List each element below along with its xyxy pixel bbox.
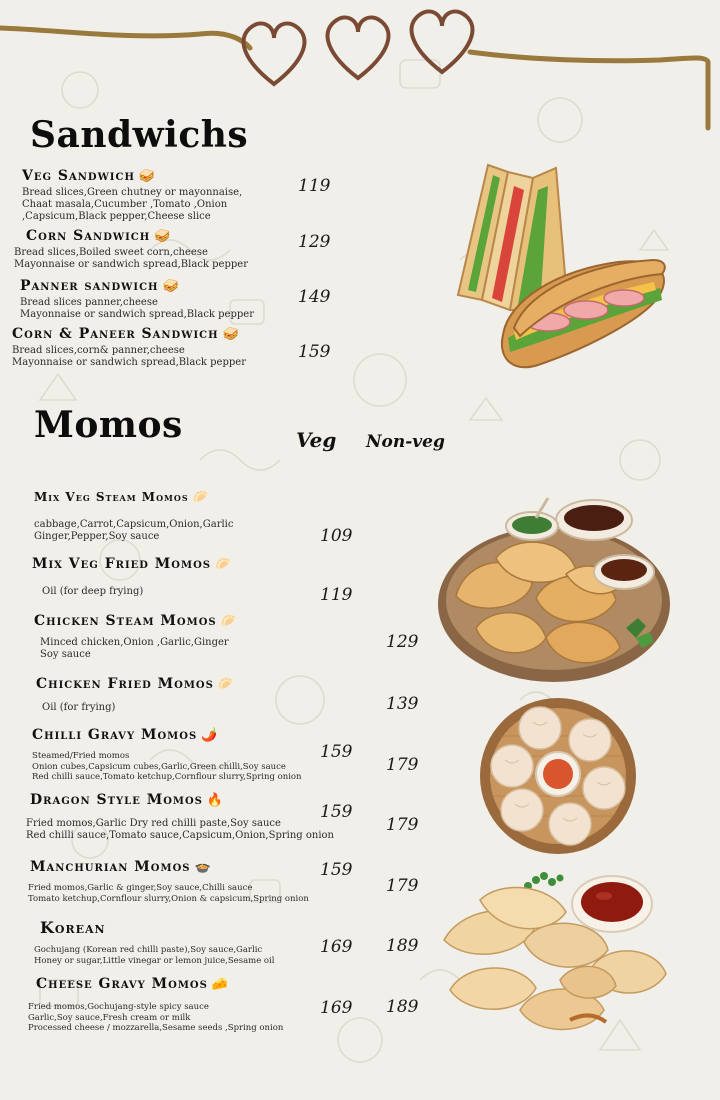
price-corn-paneer-sandwich: 159: [298, 342, 331, 362]
item-description: cabbage,Carrot,Capsicum,Onion,Garlic Ginger,Pepper,Soy sauce: [34, 519, 234, 542]
item-name: Veg Sandwich: [22, 168, 135, 184]
menu-item-veg-sandwich: [22, 168, 242, 223]
chilli-icon: 🌶️: [201, 728, 219, 743]
price-nonveg-chicken-fried-momos: 139: [386, 694, 419, 714]
item-name: Dragon Style Momos: [30, 792, 203, 808]
veg-column-header: Veg: [296, 428, 337, 452]
price-veg-sandwich: 119: [298, 176, 331, 196]
item-name: Corn Sandwich: [26, 228, 151, 244]
item-name: Mix Veg Steam Momos: [34, 490, 189, 504]
menu-item-chicken-fried-momos: [36, 676, 235, 714]
item-description: Oil (for deep frying): [42, 586, 144, 597]
steamed-momos-basket: [478, 696, 638, 854]
item-name: Manchurian Momos: [30, 859, 191, 875]
item-description: Bread slices,Green chutney or mayonnaise, Chaat masala,Cucumber ,Tomato ,Onion ,Capsicum,Black pepper,Cheese slice: [22, 187, 243, 222]
menu-item-chicken-steam-momos: [34, 613, 238, 661]
menu-item-corn-sandwich: [14, 228, 248, 271]
fried-momos-platter: [436, 488, 676, 688]
item-description: Steamed/Fried momos Onion cubes,Capsicum cubes,Garlic,Green chilli,Soy sauce Red chilli sauce,Tomato ketchup,Cornflour slurry,Spring onion: [32, 751, 302, 782]
item-description: Fried momos,Garlic Dry red chilli paste,Soy sauce Red chilli sauce,Tomato sauce,Capsicum,Onion,Spring onion: [26, 818, 334, 841]
price-corn-sandwich: 129: [298, 232, 331, 252]
item-name: Chilli Gravy Momos: [32, 727, 198, 743]
item-description: Minced chicken,Onion ,Garlic,Ginger Soy sauce: [40, 637, 229, 660]
price-veg-mix-veg-fried-momos: 119: [320, 585, 353, 605]
sandwich-icon: 🥪: [154, 229, 172, 244]
momo-icon: 🥟: [215, 557, 233, 572]
item-description: Gochujang (Korean red chilli paste),Soy sauce,Garlic Honey or sugar,Little vinegar or lemon juice,Sesame oil: [34, 945, 275, 966]
price-veg-cheese-gravy-momos: 169: [320, 998, 353, 1018]
item-name: Chicken Fried Momos: [36, 676, 214, 692]
item-description: Bread slices,corn& panner,cheese Mayonnaise or sandwich spread,Black pepper: [12, 345, 246, 368]
menu-item-korean: [34, 918, 275, 966]
menu-item-mix-veg-steam-momos: [34, 490, 233, 543]
sandwich-icon: 🥪: [222, 327, 240, 342]
menu-item-corn-paneer-sandwich: [12, 326, 246, 369]
item-name: Mix Veg Fried Momos: [32, 556, 212, 572]
price-veg-mix-veg-steam-momos: 109: [320, 526, 353, 546]
fire-icon: 🔥: [206, 793, 225, 808]
price-veg-chilli-gravy-momos: 159: [320, 742, 353, 762]
cheese-icon: 🧀: [211, 977, 230, 992]
momo-icon: 🥟: [192, 490, 210, 505]
bowl-icon: 🍲: [194, 860, 212, 875]
item-description: Fried momos,Garlic & ginger,Soy sauce,Chilli sauce Tomato ketchup,Cornflour slurry,Onion & capsicum,Spring onion: [28, 883, 309, 904]
price-nonveg-cheese-gravy-momos: 189: [386, 997, 419, 1017]
item-name: Corn & Paneer Sandwich: [12, 326, 219, 342]
menu-item-panner-sandwich: [20, 278, 254, 321]
item-description: Bread slices panner,cheese Mayonnaise or sandwich spread,Black pepper: [20, 297, 254, 320]
menu-item-manchurian-momos: [30, 859, 309, 904]
menu-item-dragon-style-momos: [26, 792, 334, 842]
price-nonveg-chilli-gravy-momos: 179: [386, 755, 419, 775]
price-veg-korean: 169: [320, 937, 353, 957]
item-name: Panner sandwich: [20, 278, 159, 294]
menu-item-cheese-gravy-momos: [28, 976, 284, 1034]
menu-item-mix-veg-fried-momos: [32, 556, 232, 598]
sandwich-icon: 🥪: [162, 279, 180, 294]
item-name: Chicken Steam Momos: [34, 613, 217, 629]
item-name: Cheese Gravy Momos: [36, 976, 208, 992]
sandwiches-heading: Sandwichs: [30, 114, 249, 156]
sandwich-illustration: [448, 160, 678, 380]
menu-item-chilli-gravy-momos: [32, 727, 302, 783]
price-nonveg-dragon-style-momos: 179: [386, 815, 419, 835]
momo-icon: 🥟: [217, 677, 236, 692]
item-description: Fried momos,Gochujang-style spicy sauce Garlic,Soy sauce,Fresh cream or milk Processed cheese / mozzarella,Sesame seeds ,Spring onion: [28, 1002, 284, 1033]
momos-heading: Momos: [34, 404, 183, 446]
price-panner-sandwich: 149: [298, 287, 331, 307]
momos-with-sauce: [440, 870, 672, 1042]
item-description: Oil (for frying): [42, 702, 116, 713]
item-description: Bread slices,Boiled sweet corn,cheese Mayonnaise or sandwich spread,Black pepper: [14, 247, 248, 270]
price-veg-manchurian-momos: 159: [320, 860, 353, 880]
price-veg-dragon-style-momos: 159: [320, 802, 353, 822]
momo-icon: 🥟: [220, 614, 238, 629]
price-nonveg-chicken-steam-momos: 129: [386, 632, 419, 652]
sandwich-icon: 🥪: [138, 169, 157, 184]
nonveg-column-header: Non-veg: [366, 432, 445, 452]
price-nonveg-manchurian-momos: 179: [386, 876, 419, 896]
price-nonveg-korean: 189: [386, 936, 419, 956]
item-name: Korean: [40, 918, 106, 937]
